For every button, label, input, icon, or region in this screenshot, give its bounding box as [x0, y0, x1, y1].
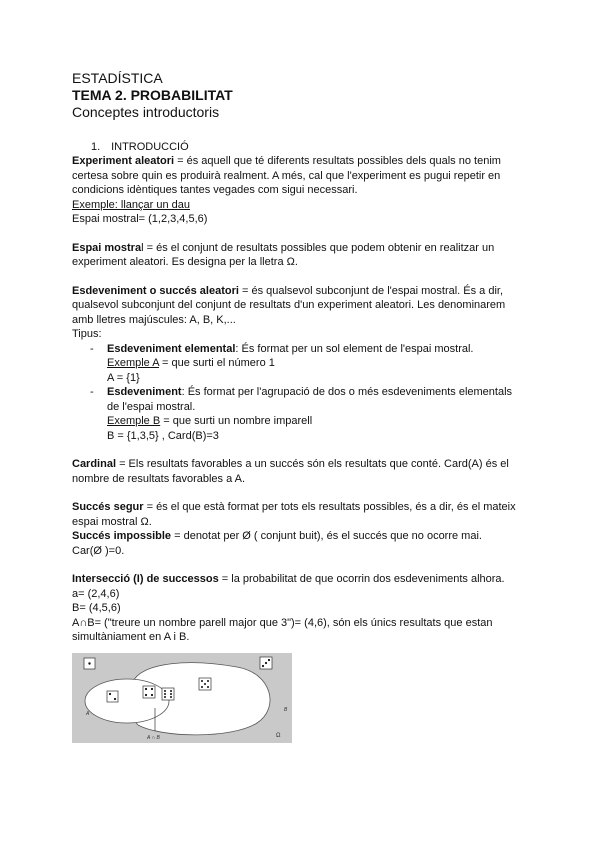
segur-term: Succés segur	[72, 501, 144, 513]
cardinal-definition: Cardinal = Els resultats favorables a un succés són els resultats que conté. Card(A) és el	[72, 458, 509, 470]
experiment-definition: Experiment aleatori = és aquell que té diferents resultats possibles dels quals no tenim	[72, 155, 501, 167]
venn-diagram	[72, 653, 532, 746]
label-omega: Ω	[276, 732, 281, 739]
impossible-term: Succés impossible	[72, 530, 172, 542]
experiment-example: Exemple: llançar un dau	[72, 198, 191, 211]
espai-term: Espai mostra	[72, 241, 142, 254]
list-item: - Esdeveniment: És format per l'agrupació de dos o més esdeveniments elementals de l'espai mostral. Exemple B = que surti un nombre imparell B = {1,3,5} , Card(B)=3	[90, 386, 513, 442]
tipus-list	[72, 342, 532, 444]
esdeveniment-definition: Esdeveniment o succés aleatori = és qualsevol subconjunt de l'espai mostral. És a dir,	[72, 284, 504, 297]
interseccio-definition: Intersecció (I) de successos = la probabilitat de que ocorrin dos esdeveniments alhora.	[72, 573, 505, 585]
cardinal-term: Cardinal	[72, 458, 117, 470]
tema-title: TEMA 2. PROBABILITAT	[72, 87, 233, 103]
die-six	[162, 688, 174, 700]
set-a-region	[85, 679, 169, 723]
section-number: 1.	[91, 141, 101, 153]
esdeveniment-term: Esdeveniment o succés aleatori	[72, 284, 239, 297]
subject-title: ESTADÍSTICA	[72, 70, 163, 86]
segur-definition: Succés segur = és el que està format per tots els resultats possibles, és a dir, és el mateix	[72, 501, 516, 513]
list-item: - Esdeveniment elemental: És format per un sol element de l'espai mostral. Exemple A = que surti el número 1 A = {1}	[90, 342, 474, 384]
venn-diagram-svg	[72, 653, 292, 743]
experiment-space: Espai mostral= (1,2,3,4,5,6)	[72, 213, 208, 225]
experiment-term: Experiment aleatori	[72, 155, 175, 167]
tipus-label: Tipus:	[72, 328, 102, 340]
die-four	[143, 686, 155, 698]
interseccio-term: Intersecció (I) de successos	[72, 573, 219, 585]
die-two	[107, 691, 118, 702]
section-heading	[91, 140, 532, 154]
espai-definition: Espai mostral = és el conjunt de resultats possibles que podem obtenir en realitzar un	[72, 241, 495, 254]
document-page: ESTADÍSTICA TEMA 2. PROBABILITAT Conceptes introductoris 1. INTRODUCCIÓ Experiment aleatori = és aquell que té diferents resultats possibles dels quals no tenim certesa sobre quin es produirà realment. A més, cal que l'experiment es pugui repetir en condicions idèntiques tantes vegades com sigui necessari. Exemple: llançar un dau Espai mostral= (1,2,3,4,5,6) Espai mostral = és el conjunt de resultats possibles que podem obtenir en realitzar un experiment aleatori. Es designa per la lletra Ω. Esdeveniment o succés aleatori = és qualsevol subconjunt de l'espai mostral. És a dir, qualsevol subconjunt del conjunt de resultats d'un experiment aleatori. Les denominarem amb lletres majúscules: A, B, K,... Tipus: - Esdeveniment elemental: És format per un sol element de l'espai mostral. Exemple A = que surti el número 1 A = {1} - Esdeveniment: És format per l'agrupació de dos o més esdeveniments elementals de l'espai mostral. Exemple B = que surti un nombre imparell B = {1,3,5} , Card(B)=3 Cardinal = Els resultats favorables a un succés són els resultats que conté. Card(A) és el nombre de resultats favorables a A. Succés segur = és el que està format per tots els resultats possibles, és a dir, és el mateix espai mostral Ω. Succés impossible = denotat per Ø ( conjunt buit), és el succés que no ocorre mai. Car(Ø )=0. Intersecció (I) de successos = la probabilitat de que ocorrin dos esdeveniments alhora. a= (2,4,6) B= (4,5,6) A∩B= ("treure un nombre parell major que 3")= (4,6), són els únics resultats que estan simultàniament en A i B. A B Ω A ∩ B	[72, 70, 532, 746]
label-a: A	[86, 710, 90, 717]
section-title: INTRODUCCIÓ	[111, 141, 189, 153]
label-b: B	[284, 706, 288, 713]
label-intersection: A ∩ B	[147, 734, 160, 741]
impossible-definition: Succés impossible = denotat per Ø ( conjunt buit), és el succés que no ocorre mai.	[72, 530, 482, 542]
intro-subtitle: Conceptes introductoris	[72, 104, 220, 120]
